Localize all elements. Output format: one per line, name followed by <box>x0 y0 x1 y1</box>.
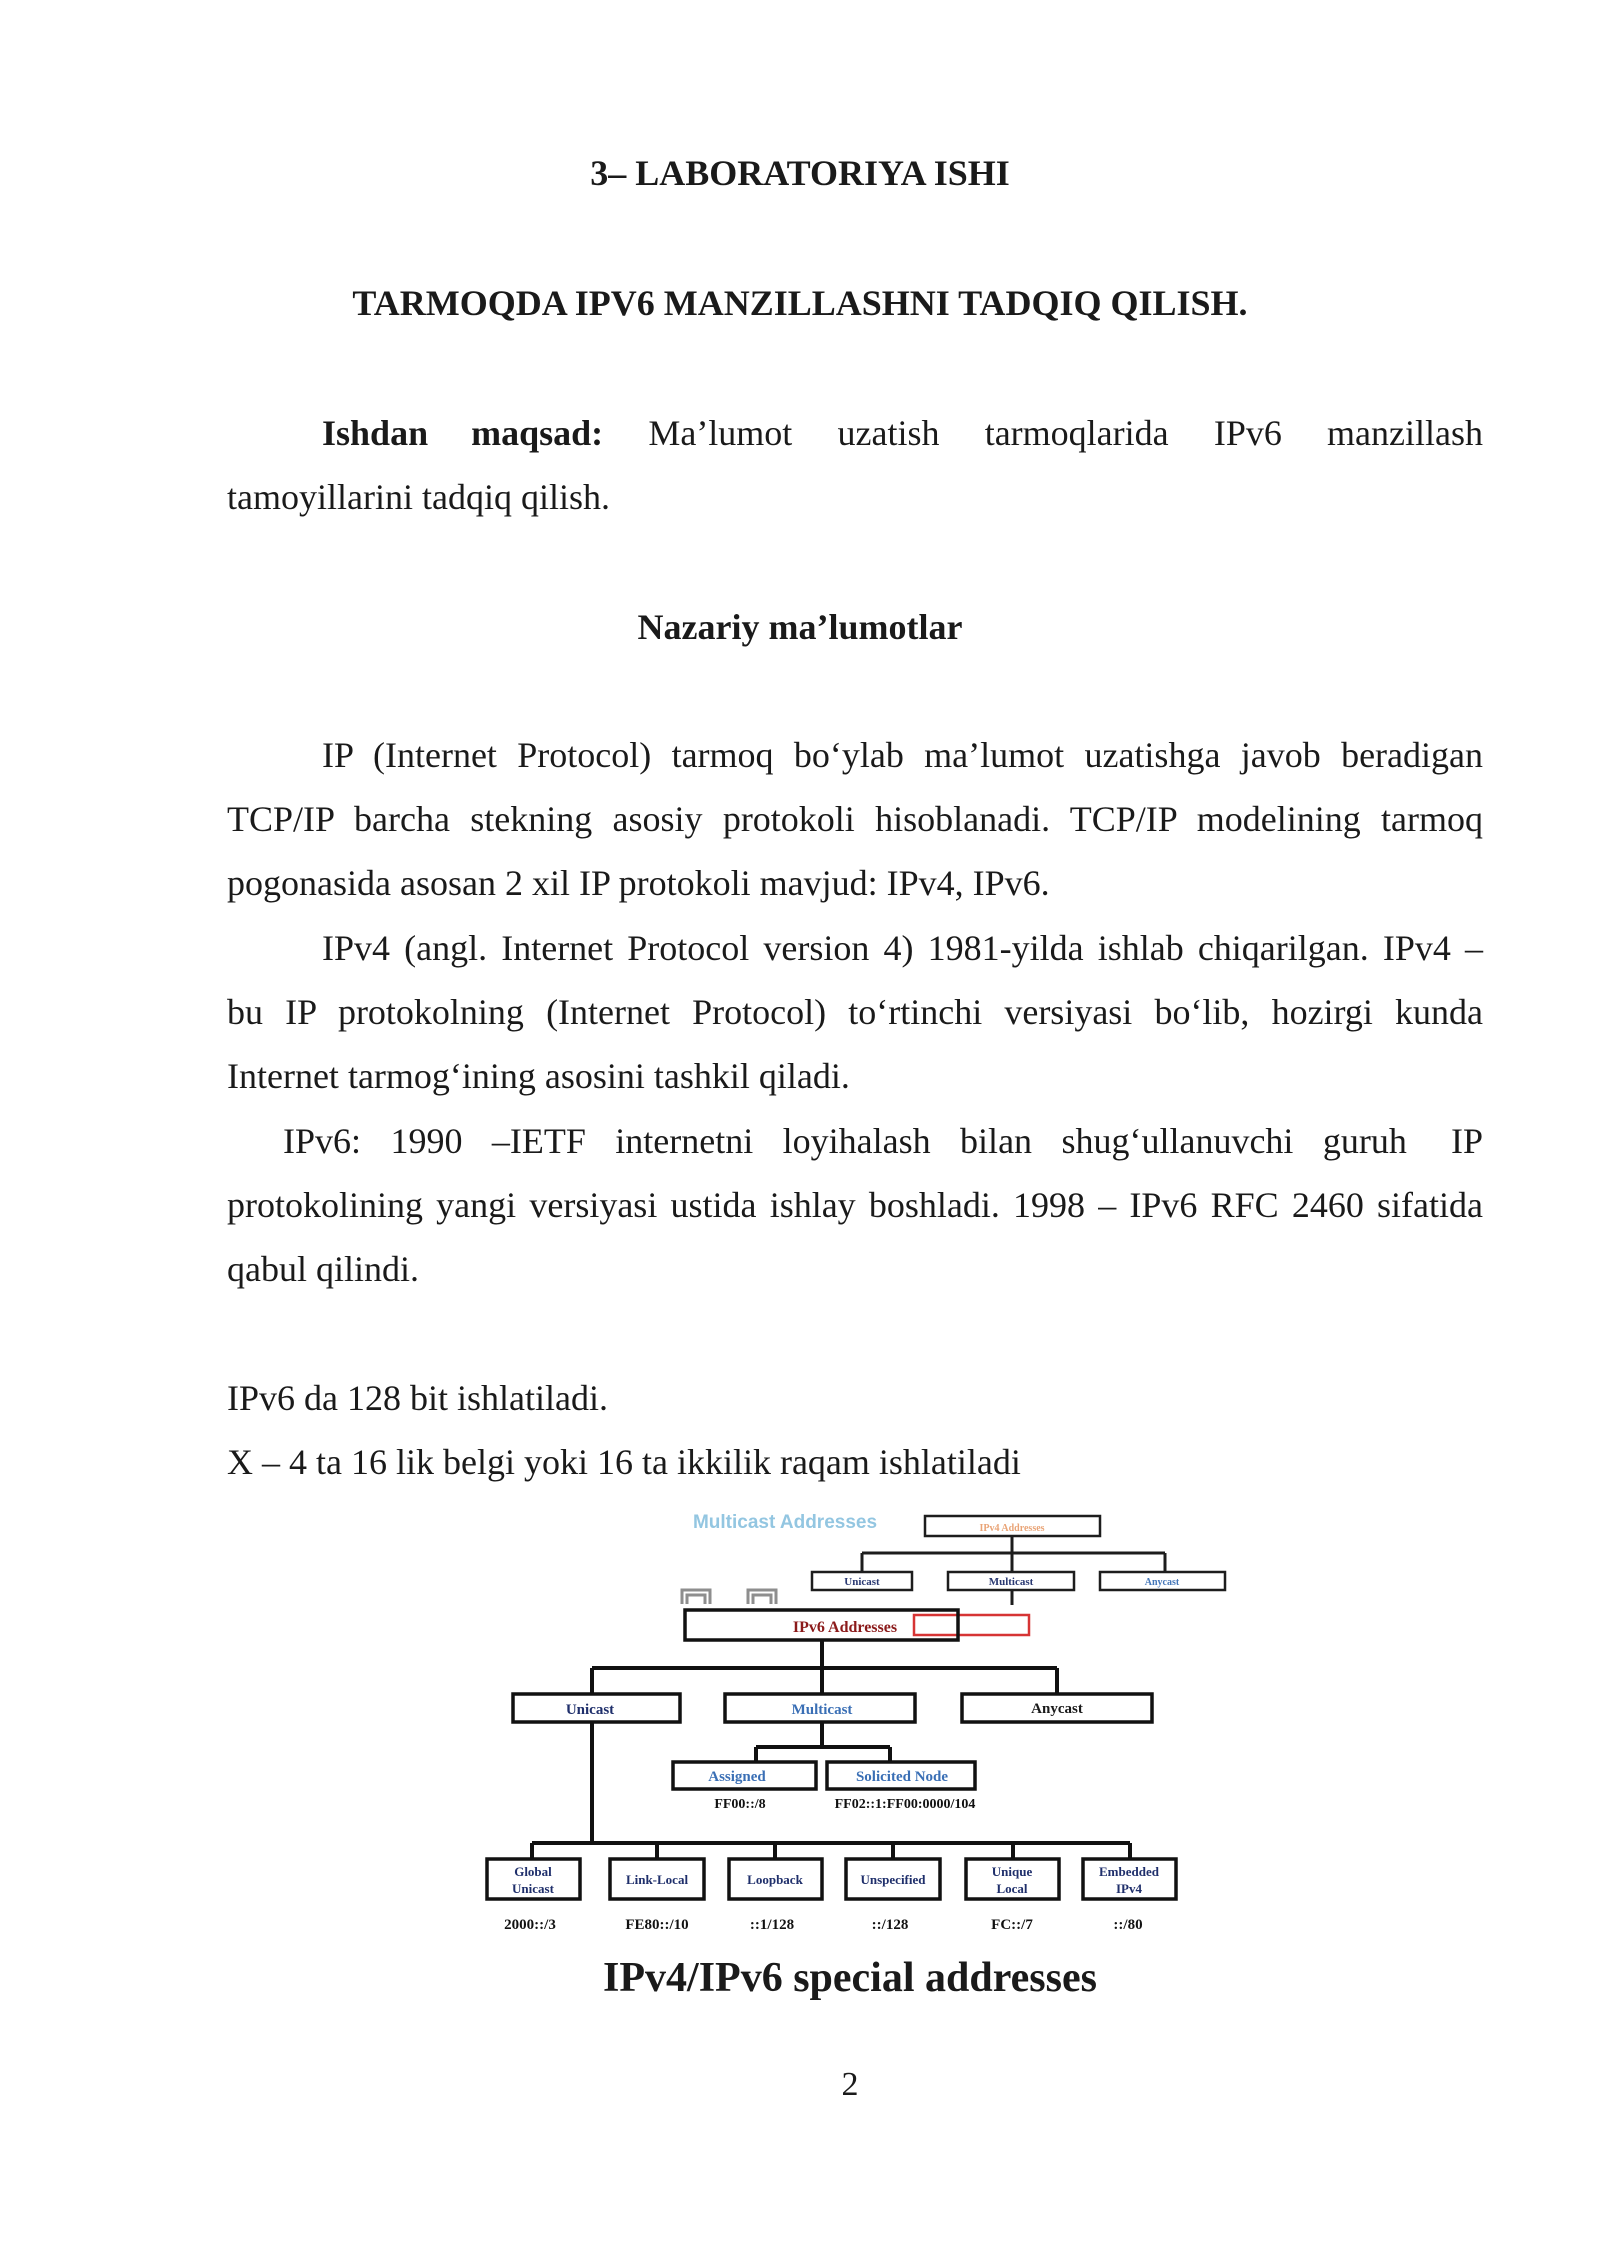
goal-label: Ishdan maqsad: <box>322 413 604 453</box>
goal-word: IPv6 <box>1213 413 1282 453</box>
root-label: IPv6 Addresses <box>792 1619 898 1636</box>
embedded-ipv4-label: Embedded <box>1099 1864 1159 1879</box>
paragraph-line: Internet tarmog‘ining asosini tashkil qiladi. <box>227 1056 850 1096</box>
ghost-box-label: Multicast <box>988 1576 1034 1588</box>
figure-caption: IPv4/IPv6 special addresses <box>603 1955 1097 2001</box>
paragraph-line: IPv6: 1990 –IETF internetni loyihalash bilan shug‘ullanuvchi guruh IP <box>283 1121 1483 1161</box>
goal-word: Ma’lumot <box>648 413 793 453</box>
embedded-ipv4-label: IPv4 <box>1116 1881 1142 1896</box>
paragraph-line: bu IP protokolning (Internet Protocol) to‘rtinchi versiyasi bo‘lib, hozirgi kunda <box>227 992 1483 1032</box>
goal-line-2: tamoyillarini tadqiq qilish. <box>227 477 610 517</box>
lab-title: 3– LABORATORIYA ISHI <box>590 153 1010 193</box>
solicited-node-prefix: FF02::1:FF00:0000/104 <box>834 1797 976 1812</box>
ghost-layer <box>682 1512 1225 1635</box>
unicast-label: Unicast <box>565 1702 615 1718</box>
theory-heading: Nazariy ma’lumotlar <box>637 607 963 647</box>
paragraph-line: IP (Internet Protocol) tarmoq bo‘ylab ma’lumot uzatishga javob beradigan <box>322 735 1483 775</box>
goal-word: uzatish <box>837 413 940 453</box>
page-number: 2 <box>841 2066 859 2103</box>
paragraph-line: IPv4 (angl. Internet Protocol version 4) 1981-yilda ishlab chiqarilgan. IPv4 – <box>322 928 1483 968</box>
unspecified-prefix: ::/128 <box>871 1917 909 1933</box>
anycast-label: Anycast <box>1031 1701 1083 1717</box>
embedded-ipv4-prefix: ::/80 <box>1113 1917 1143 1933</box>
red-outline-box <box>914 1615 1029 1635</box>
paragraph-line: qabul qilindi. <box>227 1249 419 1289</box>
topic-title: TARMOQDA IPV6 MANZILLASHNI TADQIQ QILISH. <box>352 283 1248 323</box>
loopback-label: Loopback <box>747 1872 803 1887</box>
global-unicast-label: Unicast <box>512 1881 554 1896</box>
unique-local-label: Unique <box>991 1864 1033 1879</box>
ghost-box-label: Unicast <box>844 1576 880 1588</box>
assigned-prefix: FF00::/8 <box>714 1797 766 1812</box>
unspecified-label: Unspecified <box>860 1872 926 1887</box>
ghost-top-box-label: IPv4 Addresses <box>979 1523 1045 1534</box>
hex-digit-line: X – 4 ta 16 lik belgi yoki 16 ta ikkilik raqam ishlatiladi <box>227 1442 1021 1482</box>
ghost-mark <box>748 1590 776 1604</box>
goal-word: manzillash <box>1327 413 1483 453</box>
paragraph-line: pogonasida asosan 2 xil IP protokoli mavjud: IPv4, IPv6. <box>227 863 1050 903</box>
paragraph-line: protokolining yangi versiyasi ustida ishlay boshladi. 1998 – IPv6 RFC 2460 sifatida <box>227 1185 1483 1225</box>
ghost-title: Multicast Addresses <box>692 1512 878 1533</box>
link-local-prefix: FE80::/10 <box>625 1917 689 1933</box>
global-unicast-prefix: 2000::/3 <box>504 1917 556 1933</box>
global-unicast-label: Global <box>514 1864 552 1879</box>
bits-line: IPv6 da 128 bit ishlatiladi. <box>227 1378 608 1418</box>
link-local-label: Link-Local <box>625 1872 689 1887</box>
assigned-label: Assigned <box>708 1769 766 1785</box>
unique-local-label: Local <box>996 1881 1028 1896</box>
goal-word: tarmoqlarida <box>984 413 1169 453</box>
paragraph-line: TCP/IP barcha stekning asosiy protokoli hisoblanadi. TCP/IP modelining tarmoq <box>227 799 1483 839</box>
ghost-mark <box>682 1590 710 1604</box>
unique-local-prefix: FC::/7 <box>991 1917 1033 1933</box>
ghost-box-label: Anycast <box>1144 1577 1180 1588</box>
loopback-prefix: ::1/128 <box>749 1917 795 1933</box>
multicast-label: Multicast <box>791 1702 853 1718</box>
solicited-node-label: Solicited Node <box>855 1769 949 1785</box>
